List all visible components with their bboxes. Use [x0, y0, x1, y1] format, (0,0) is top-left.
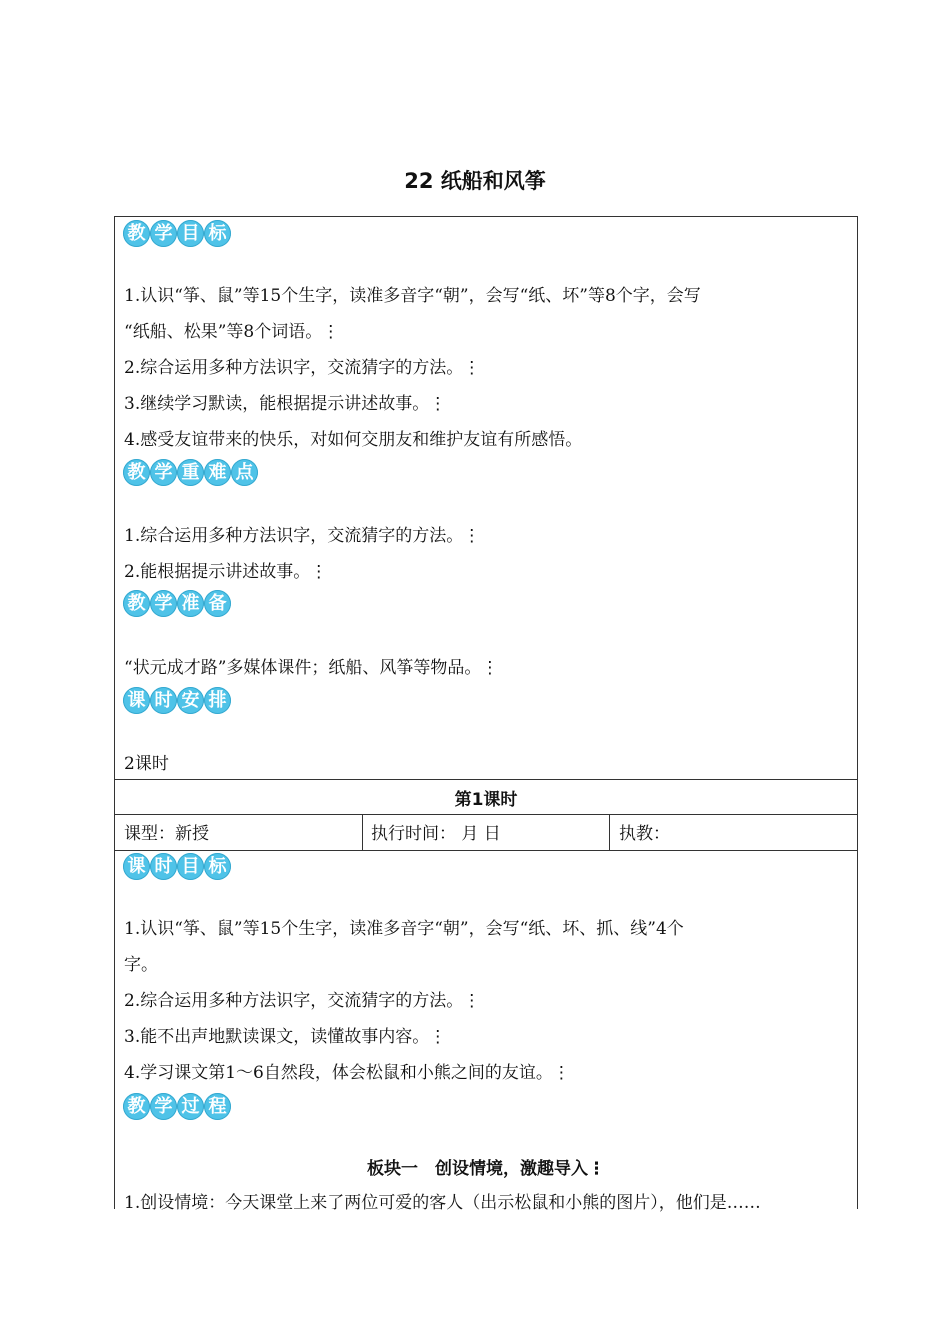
goal-line: 4.感受友谊带来的快乐，对如何交朋友和维护友谊有所感悟。	[124, 430, 583, 450]
header-char: 教	[123, 220, 150, 247]
lesson-heading: 第1课时	[454, 790, 518, 810]
schedule-line: 2课时	[124, 754, 169, 774]
header-char: 排	[204, 687, 231, 714]
key-point-line: 1.综合运用多种方法识字，交流猜字的方法。⋮	[124, 526, 481, 546]
header-char: 难	[204, 459, 231, 486]
header-char: 标	[204, 853, 231, 880]
page-title: 22 纸船和风筝	[404, 169, 546, 193]
section-header-key-points	[123, 459, 258, 486]
lesson-goal-line: 2.综合运用多种方法识字，交流猜字的方法。⋮	[124, 991, 481, 1011]
header-char: 目	[177, 853, 204, 880]
header-char: 重	[177, 459, 204, 486]
lesson-type: 课型：新授	[124, 824, 209, 844]
header-char: 过	[177, 1093, 204, 1120]
header-char: 学	[150, 459, 177, 486]
key-point-line: 2.能根据提示讲述故事。⋮	[124, 562, 328, 582]
lesson-goal-line: 4.学习课文第1～6自然段，体会松鼠和小熊之间的友谊。⋮	[124, 1063, 570, 1083]
section-header-goals	[123, 220, 231, 247]
row-divider	[115, 850, 857, 851]
goal-line: “纸船、松果”等8个词语。⋮	[124, 322, 340, 342]
header-char: 课	[123, 853, 150, 880]
header-char: 标	[204, 220, 231, 247]
header-char: 备	[204, 590, 231, 617]
header-char: 教	[123, 1093, 150, 1120]
header-char: 程	[204, 1093, 231, 1120]
header-char: 教	[123, 590, 150, 617]
cell-divider	[362, 814, 363, 850]
lesson-goal-line: 3.能不出声地默读课文，读懂故事内容。⋮	[124, 1027, 447, 1047]
goal-line: 1.认识“筝、鼠”等15个生字，读准多音字“朝”，会写“纸、坏”等8个字，会写	[124, 286, 701, 306]
row-divider	[115, 814, 857, 815]
header-char: 时	[150, 853, 177, 880]
process-section-title: 板块一 创设情境，激趣导入⋮	[367, 1159, 605, 1179]
goal-line: 2.综合运用多种方法识字，交流猜字的方法。⋮	[124, 358, 481, 378]
header-char: 教	[123, 459, 150, 486]
lesson-goal-line: 字。	[124, 955, 158, 975]
header-char: 安	[177, 687, 204, 714]
header-char: 学	[150, 1093, 177, 1120]
process-line: 1.创设情境：今天课堂上来了两位可爱的客人（出示松鼠和小熊的图片），他们是……	[124, 1193, 761, 1213]
section-header-process	[123, 1093, 231, 1120]
header-char: 学	[150, 590, 177, 617]
header-char: 点	[231, 459, 258, 486]
row-divider	[115, 779, 857, 780]
section-header-schedule	[123, 687, 231, 714]
lesson-time: 执行时间： 月 日	[371, 824, 501, 844]
section-header-lesson-goals	[123, 853, 231, 880]
header-char: 时	[150, 687, 177, 714]
header-char: 目	[177, 220, 204, 247]
goal-line: 3.继续学习默读，能根据提示讲述故事。⋮	[124, 394, 447, 414]
lesson-goal-line: 1.认识“筝、鼠”等15个生字，读准多音字“朝”，会写“纸、坏、抓、线”4个	[124, 919, 684, 939]
cell-divider	[609, 814, 610, 850]
section-header-preparation	[123, 590, 231, 617]
preparation-line: “状元成才路”多媒体课件；纸船、风筝等物品。⋮	[124, 658, 499, 678]
header-char: 准	[177, 590, 204, 617]
lesson-plan-table	[114, 216, 858, 1213]
header-char: 课	[123, 687, 150, 714]
header-char: 学	[150, 220, 177, 247]
lesson-teacher: 执教：	[619, 824, 670, 844]
